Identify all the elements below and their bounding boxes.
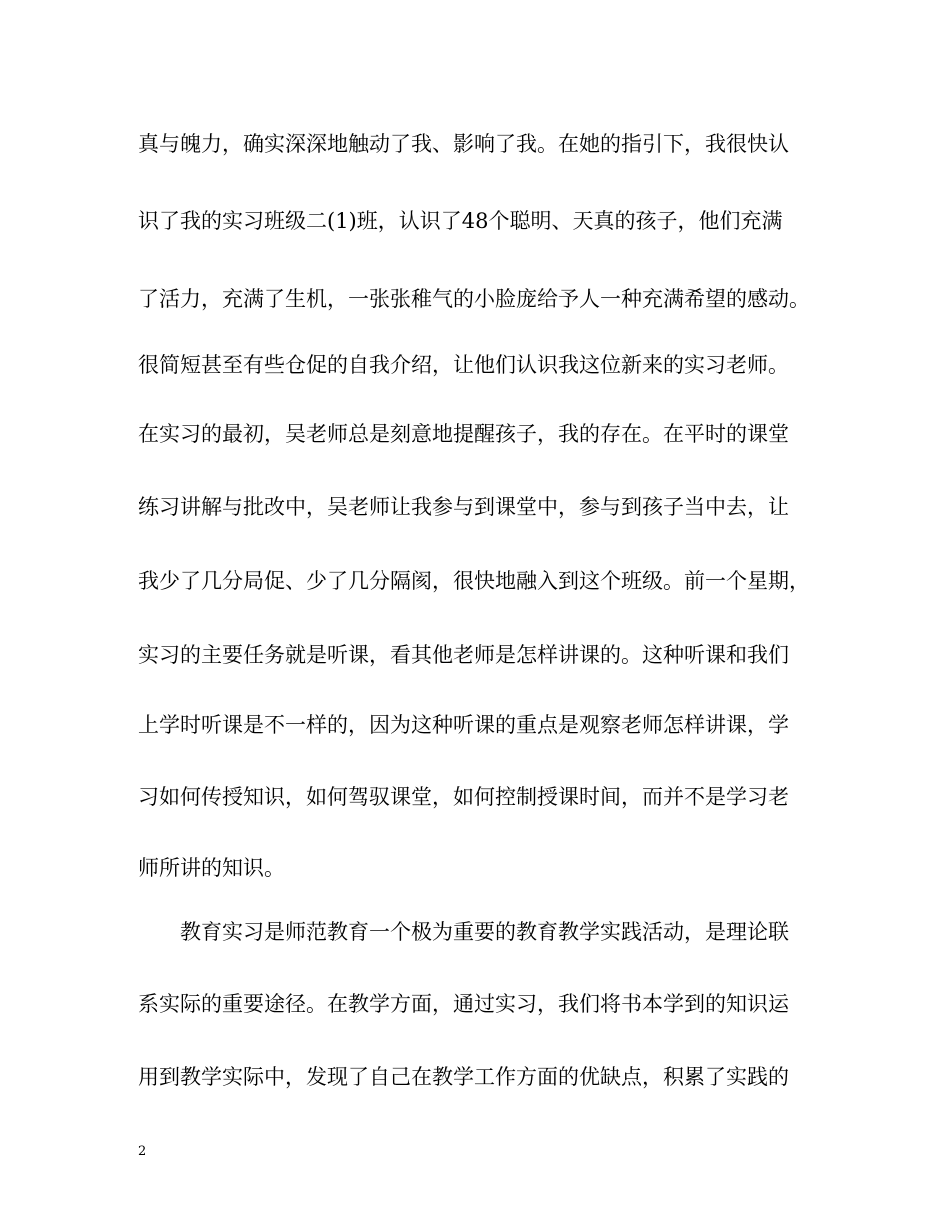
text-line: 真与魄力，确实深深地触动了我、影响了我。在她的指引下，我很快认 <box>138 132 789 156</box>
text-line: 系实际的重要途径。在教学方面，通过实习，我们将书本学到的知识运 <box>138 992 789 1016</box>
text-line: 用到教学实际中，发现了自己在教学工作方面的优缺点，积累了实践的 <box>138 1065 789 1089</box>
text-line: 很简短甚至有些仓促的自我介绍，让他们认识我这位新来的实习老师。 <box>138 353 789 377</box>
text-line: 了活力，充满了生机，一张张稚气的小脸庞给予人一种充满希望的感动。 <box>138 287 810 311</box>
text-line: 上学时听课是不一样的，因为这种听课的重点是观察老师怎样讲课，学 <box>138 713 789 737</box>
paragraph-first-line: 教育实习是师范教育一个极为重要的教育教学实践活动，是理论联 <box>180 920 789 944</box>
text-line: 实习的主要任务就是听课，看其他老师是怎样讲课的。这种听课和我们 <box>138 643 789 667</box>
text-line: 师所讲的知识。 <box>138 856 285 880</box>
text-line: 练习讲解与批改中，吴老师让我参与到课堂中，参与到孩子当中去，让 <box>138 495 789 519</box>
text-line: 在实习的最初，吴老师总是刻意地提醒孩子，我的存在。在平时的课堂 <box>138 422 789 446</box>
text-line: 我少了几分局促、少了几分隔阂，很快地融入到这个班级。前一个星期， <box>138 569 810 593</box>
page-number: 2 <box>138 1144 147 1159</box>
text-line: 识了我的实习班级二(1)班，认识了48个聪明、天真的孩子，他们充满 <box>138 209 783 233</box>
text-line: 习如何传授知识，如何驾驭课堂，如何控制授课时间，而并不是学习老 <box>138 785 789 809</box>
